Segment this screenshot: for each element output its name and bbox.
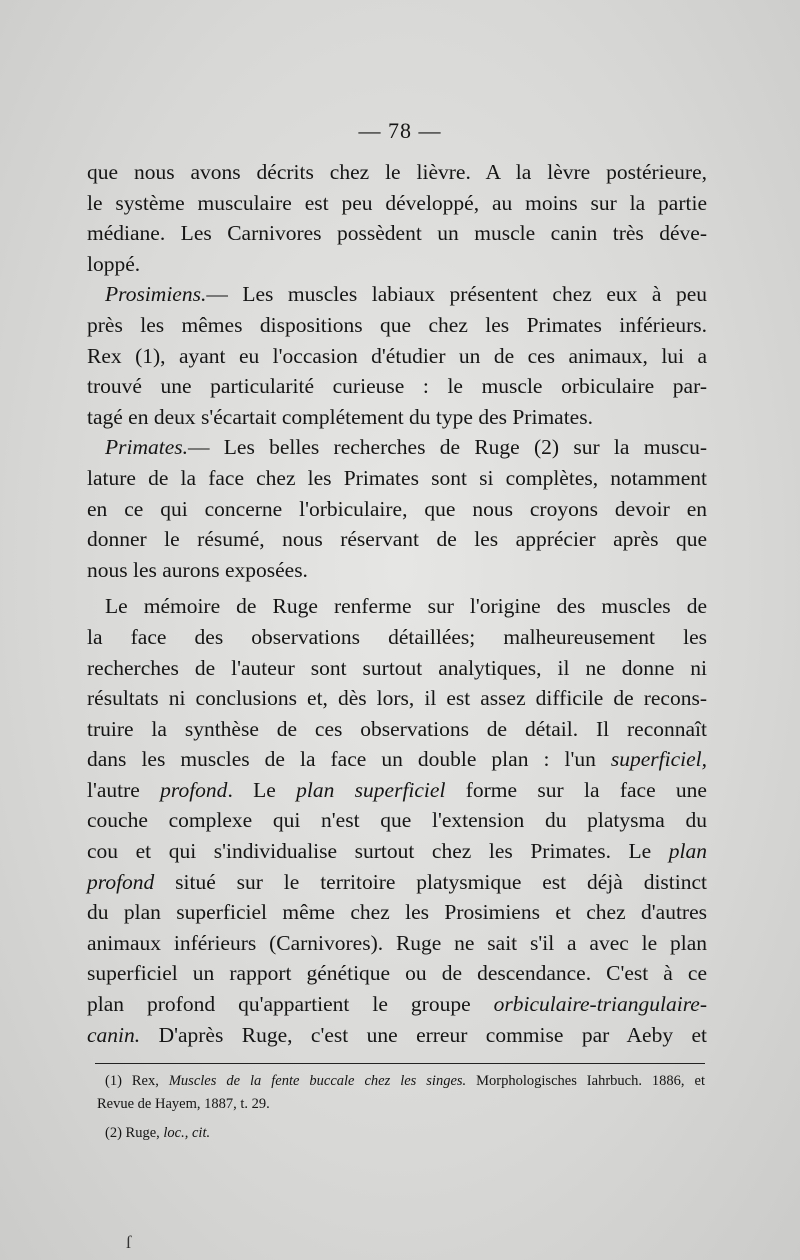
italic-term: canin. xyxy=(87,1022,141,1047)
text-line: trouvé une particularité curieuse : le muscle orbiculaire par- xyxy=(87,374,707,399)
text-line: superficiel un rapport génétique ou de descendance. C'est à ce xyxy=(87,961,707,986)
text-span: — Les belles recherches de Ruge (2) sur la muscu- xyxy=(188,435,707,460)
footnotes xyxy=(97,1070,705,1145)
text-span: . Le xyxy=(227,777,297,802)
text-line: que nous avons décrits chez le lièvre. A la lèvre postérieure, xyxy=(87,160,707,184)
footnote-1-continued: Revue de Hayem, 1887, t. 29. xyxy=(97,1096,270,1112)
italic-term: plan superficiel xyxy=(296,777,446,802)
text-line: donner le résumé, nous réservant de les apprécier après que xyxy=(87,527,707,552)
text-span: plan profond qu'appartient le groupe xyxy=(87,992,494,1017)
italic-term: profond xyxy=(160,777,228,802)
text-span: dans les muscles de la face un double plan : l'un xyxy=(87,747,611,772)
page-number: — 78 — xyxy=(358,118,442,143)
text-line: loppé. xyxy=(87,251,141,276)
text-line xyxy=(87,836,707,867)
text-line xyxy=(87,744,707,775)
text-span: D'après Ruge, c'est une erreur commise par Aeby et xyxy=(140,1022,707,1047)
text-line: lature de la face chez les Primates sont si complètes, notamment xyxy=(87,465,707,490)
italic-term: orbiculaire-triangulaire- xyxy=(493,992,707,1017)
text-span: (1) Rex, xyxy=(105,1073,169,1089)
text-line: animaux inférieurs (Carnivores). Ruge ne sait s'il a avec le plan xyxy=(87,930,707,955)
text-line: nous les aurons exposées. xyxy=(87,557,308,582)
text-span: Morphologisches Iahrbuch. 1886, et xyxy=(466,1073,705,1089)
stray-mark: ſ xyxy=(126,1232,132,1252)
italic-term: superficiel, xyxy=(610,747,707,772)
text-line xyxy=(87,989,707,1020)
text-span: situé sur le territoire platysmique est déjà distinct xyxy=(154,869,707,894)
italic-term: profond xyxy=(87,869,155,894)
text-span: l'autre xyxy=(87,777,161,802)
text-line xyxy=(87,1020,707,1051)
text-line: tagé en deux s'écartait complétement du type des Primates. xyxy=(87,404,593,429)
footnote-2 xyxy=(97,1122,705,1145)
text-line: en ce qui concerne l'orbiculaire, que nous croyons devoir en xyxy=(87,496,707,521)
text-line: Le mémoire de Ruge renferme sur l'origine des muscles de xyxy=(105,594,707,619)
text-line: la face des observations détaillées; malheureusement les xyxy=(87,624,707,649)
section-heading-primates: Primates. xyxy=(105,435,189,460)
text-line xyxy=(87,432,707,463)
italic-term: Muscles de la fente buccale chez les singes. xyxy=(168,1073,467,1089)
text-line xyxy=(87,775,707,806)
text-line: couche complexe qui n'est que l'extension du platysma du xyxy=(87,808,707,833)
text-line: du plan superficiel même chez les Prosimiens et chez d'autres xyxy=(87,900,707,925)
text-span: forme sur la face une xyxy=(445,777,707,802)
text-line xyxy=(87,279,707,310)
text-line: Rex (1), ayant eu l'occasion d'étudier un de ces animaux, lui a xyxy=(87,343,707,368)
text-line: le système musculaire est peu développé, au moins sur la partie xyxy=(87,190,707,215)
footnote-divider xyxy=(95,1063,705,1064)
italic-term: loc., cit. xyxy=(163,1125,211,1141)
text-line xyxy=(87,867,707,898)
body-text xyxy=(87,157,707,1050)
text-span: (2) Ruge, xyxy=(105,1125,164,1141)
text-line: près les mêmes dispositions que chez les Primates inférieurs. xyxy=(87,312,707,337)
italic-term: plan xyxy=(668,839,707,864)
footnote-1 xyxy=(97,1070,705,1093)
text-line: recherches de l'auteur sont surtout analytiques, il ne donne ni xyxy=(87,655,707,680)
text-line: médiane. Les Carnivores possèdent un muscle canin très déve- xyxy=(87,221,707,246)
text-line: truire la synthèse de ces observations de détail. Il reconnaît xyxy=(87,716,707,741)
text-line: résultats ni conclusions et, dès lors, il est assez difficile de recons- xyxy=(87,686,707,711)
text-span: cou et qui s'individualise surtout chez les Primates. Le xyxy=(87,839,669,864)
section-heading-prosimiens: Prosimiens. xyxy=(105,282,207,307)
text-span: — Les muscles labiaux présentent chez eux à peu xyxy=(206,282,707,307)
